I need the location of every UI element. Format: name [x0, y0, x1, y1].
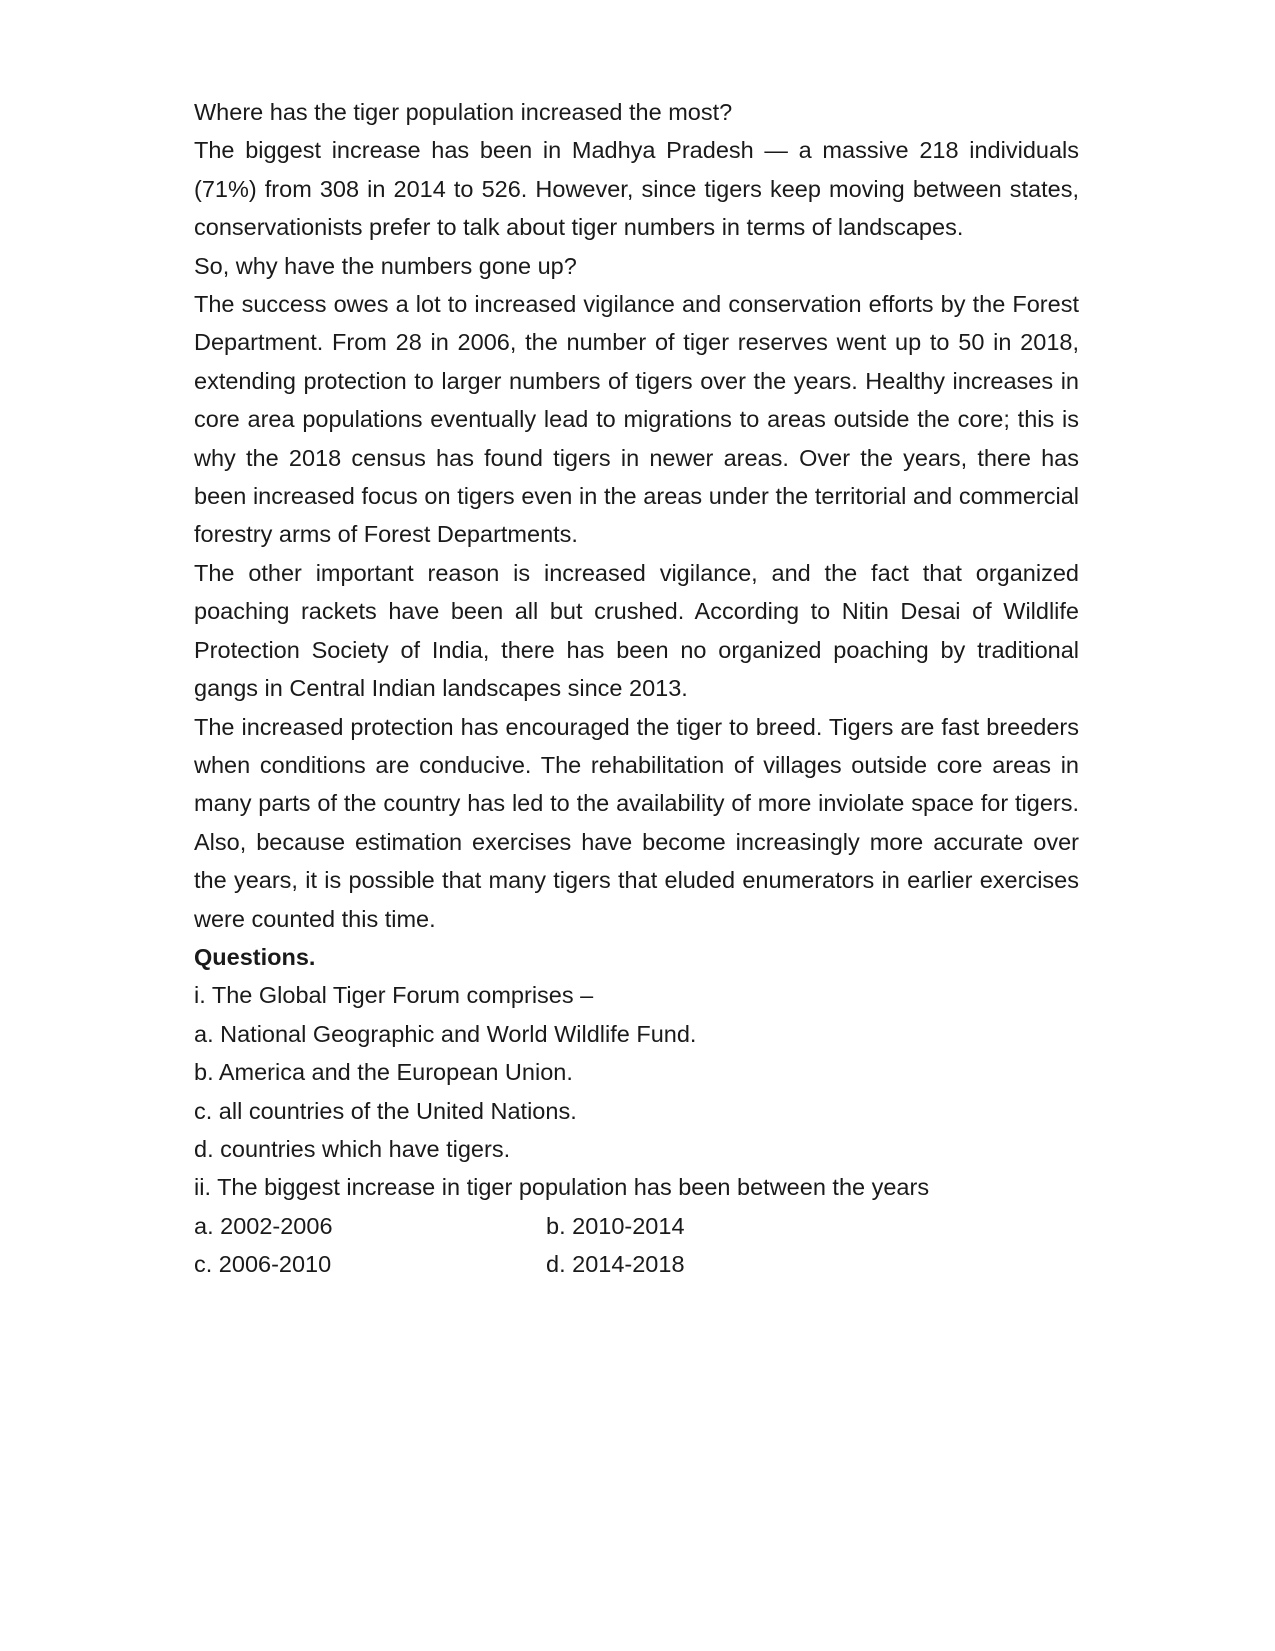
- passage-paragraph-1: The biggest increase has been in Madhya Pradesh — a massive 218 individuals (71%) from 308 in 2014 to 526. However, since tigers keep moving between states, conservationists prefer to talk about tiger numbers in terms of landscapes.: [194, 137, 1079, 241]
- passage-question-1: Where has the tiger population increased the most?: [194, 99, 733, 125]
- passage-paragraph-4: The increased protection has encouraged the tiger to breed. Tigers are fast breeders when conditions are conducive. The rehabilitation of villages outside core areas in many parts of the country has led to the availability of more inviolate space for tigers. Also, because estimation exercises have become increasingly more accurate over the years, it is possible that many tigers that eluded enumerators in earlier exercises were counted this time.: [194, 713, 1079, 932]
- document-page: [194, 93, 1079, 1284]
- question-1-stem: i. The Global Tiger Forum comprises –: [194, 982, 594, 1009]
- question-1-option-d: d. countries which have tigers.: [194, 1135, 511, 1162]
- question-2-stem: ii. The biggest increase in tiger population has been between the years: [194, 1174, 930, 1201]
- question-1-option-a: a. National Geographic and World Wildlife Fund.: [194, 1020, 697, 1047]
- passage-paragraph-2: The success owes a lot to increased vigilance and conservation efforts by the Forest Department. From 28 in 2006, the number of tiger reserves went up to 50 in 2018, extending protection to larger numbers of tigers over the years. Healthy increases in core area populations eventually lead to migrations to areas outside the core; this is why the 2018 census has found tigers in newer areas. Over the years, there has been increased focus on tigers even in the areas under the territorial and commercial forestry arms of Forest Departments.: [194, 291, 1079, 548]
- passage-question-2: So, why have the numbers gone up?: [194, 252, 577, 279]
- question-2-option-a: a. 2002-2006: [194, 1212, 333, 1239]
- question-1-option-b: b. America and the European Union.: [194, 1059, 573, 1086]
- question-2-option-d: d. 2014-2018: [546, 1251, 685, 1278]
- question-2-option-c: c. 2006-2010: [194, 1251, 332, 1278]
- question-2-option-b: b. 2010-2014: [546, 1212, 685, 1239]
- question-2-options-row-1: [194, 1207, 1079, 1245]
- question-2-options-row-2: [194, 1245, 1079, 1283]
- question-1-option-c: c. all countries of the United Nations.: [194, 1097, 577, 1124]
- passage-paragraph-3: The other important reason is increased vigilance, and the fact that organized poaching rackets have been all but crushed. According to Nitin Desai of Wildlife Protection Society of India, there has been no organized poaching by traditional gangs in Central Indian landscapes since 2013.: [194, 559, 1079, 702]
- questions-heading: Questions.: [194, 943, 316, 970]
